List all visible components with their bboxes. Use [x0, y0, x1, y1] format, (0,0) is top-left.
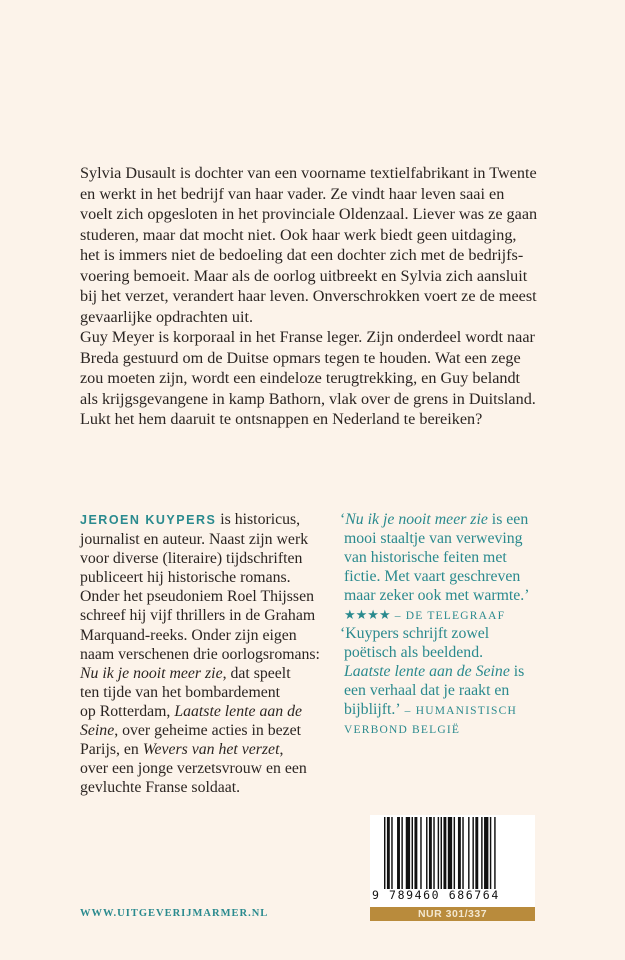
text-line: mooi staaltje van verweving: [344, 530, 523, 548]
text-line: naam verschenen drie oorlogsromans:: [80, 645, 320, 663]
book-title: Seine: [80, 722, 115, 740]
text-line: ten tijde van het bombardement: [80, 683, 281, 701]
text: is historicus,: [216, 511, 301, 528]
text-line: voor diverse (literaire) tijdschriften: [80, 550, 303, 568]
text-line: het is immers niet de bedoeling dat een dochter zich met de bedrijfs-: [80, 246, 524, 264]
text-line: als krijgsgevangene in kamp Bathorn, vlak over de grens in Duitsland.: [80, 389, 536, 408]
star-rating-icon: ★★★★: [344, 608, 391, 624]
text-line: bij het verzet, verandert haar leven. Onverschrokken voert ze de meest: [80, 287, 537, 305]
barcode-bar: [438, 817, 439, 889]
text-line: gevluchte Franse soldaat.: [80, 779, 241, 797]
text-line: voering bemoeit. Maar als de oorlog uitbreekt en Sylvia zich aansluit: [80, 266, 528, 285]
text-line: zou moeten zijn, wordt een eindeloze terugtrekking, en Guy belandt: [80, 369, 521, 387]
text: is: [509, 663, 525, 681]
barcode-bar: [391, 817, 392, 889]
barcode-bar: [475, 817, 478, 889]
text-line: voelt zich opgesloten in het provinciale Oldenzaal. Liever was ze gaan: [80, 205, 538, 223]
book-title: Laatste lente aan de Seine: [344, 663, 510, 681]
text-line: Guy Meyer is korporaal in het Franse leger. Zijn onderdeel wordt naar: [80, 328, 535, 346]
quote-mark: ‘: [340, 511, 346, 528]
barcode-bars-icon: [384, 817, 532, 889]
text-line: een verhaal dat je raakt en: [344, 682, 510, 700]
blurb-paragraph-1: [80, 163, 560, 327]
barcode-bar: [384, 817, 385, 889]
book-title: Wevers van het verzet: [142, 741, 280, 759]
barcode-bar: [494, 817, 495, 889]
author-name: JEROEN KUYPERS: [80, 513, 217, 527]
text-line: Marquand-reeks. Onder zijn eigen: [80, 626, 297, 644]
book-title: Laatste lente aan de: [174, 702, 302, 720]
text: is een: [487, 511, 529, 528]
barcode-bar: [458, 817, 461, 889]
text: bijblijft.’: [344, 701, 401, 719]
text-line: Onder het pseudoniem Roel Thijssen: [80, 588, 314, 606]
text-line: over een jonge verzetsvrouw en een: [80, 760, 307, 778]
text: , dat speelt: [222, 664, 291, 682]
book-title: Nu ik je nooit meer zie: [80, 664, 223, 682]
nur-code: NUR 301/337: [370, 907, 535, 921]
barcode-bar: [448, 817, 452, 889]
barcode-bar: [412, 817, 413, 889]
author-bio: [80, 510, 320, 797]
text-line: gevaarlijke opdrachten uit.: [80, 307, 254, 326]
barcode-bar: [397, 817, 400, 889]
text: ,: [279, 741, 284, 759]
barcode-bar: [406, 817, 410, 889]
text-line: journalist en auteur. Naast zijn werk: [80, 531, 309, 549]
barcode-bar: [454, 817, 455, 889]
blurb-paragraph-2: [80, 327, 560, 430]
text-line: publiceert hij historische romans.: [80, 569, 291, 587]
barcode-bar: [481, 817, 482, 889]
text-line: fictie. Met vaart geschreven: [344, 568, 521, 586]
isbn-barcode: [370, 815, 535, 907]
text-line: studeren, maar dat mocht niet. Ook haar werk biedt geen uitdaging,: [80, 225, 517, 244]
barcode-bar: [441, 817, 442, 889]
text-line: schreef hij vijf thrillers in de Graham: [80, 607, 316, 625]
publisher-url[interactable]: WWW.UITGEVERIJMARMER.NL: [80, 908, 269, 919]
barcode-bar: [484, 817, 488, 889]
text-line: Sylvia Dusault is dochter van een voorname textielfabrikant in Twente: [80, 164, 537, 182]
barcode-bar: [490, 817, 491, 889]
barcode-bar: [426, 817, 427, 889]
barcode-bar: [420, 817, 421, 889]
barcode-bar: [468, 817, 469, 889]
text-line: Lukt het hem daaruit te ontsnappen en Nederland te bereiken?: [80, 410, 483, 428]
isbn-digits: 9 789460 686764: [372, 888, 500, 902]
barcode-bar: [401, 817, 402, 889]
text-line: maar zeker ook met warmte.’: [344, 587, 530, 605]
review-humanistisch: [340, 624, 524, 741]
barcode-bar: [429, 817, 432, 889]
review-source: – HUMANISTISCH: [400, 705, 518, 718]
review-source: VERBOND BELGIË: [344, 724, 461, 737]
barcode-bar: [433, 817, 434, 889]
barcode-bar: [387, 817, 390, 889]
barcode-bar: [462, 817, 463, 889]
text-line: poëtisch als beeldend.: [344, 644, 484, 662]
review-source: – DE TELEGRAAF: [390, 610, 506, 623]
book-title: Nu ik je nooit meer zie: [345, 511, 488, 528]
text-line: en werkt in het bedrijf van haar vader. Ze vindt haar leven saai en: [80, 184, 505, 203]
text: op Rotterdam,: [80, 702, 175, 720]
review-telegraaf: [340, 510, 530, 627]
barcode-bar: [414, 817, 417, 889]
text-line: van historische feiten met: [344, 549, 507, 567]
text-line: ‘Kuypers schrijft zowel: [340, 625, 490, 642]
barcode-bar: [443, 817, 446, 889]
barcode-bar: [472, 817, 473, 889]
text: , over geheime acties in bezet: [114, 722, 302, 740]
text-line: Breda gestuurd om de Duitse opmars tegen te houden. Wat een zege: [80, 348, 521, 367]
text: Parijs, en: [80, 741, 143, 759]
